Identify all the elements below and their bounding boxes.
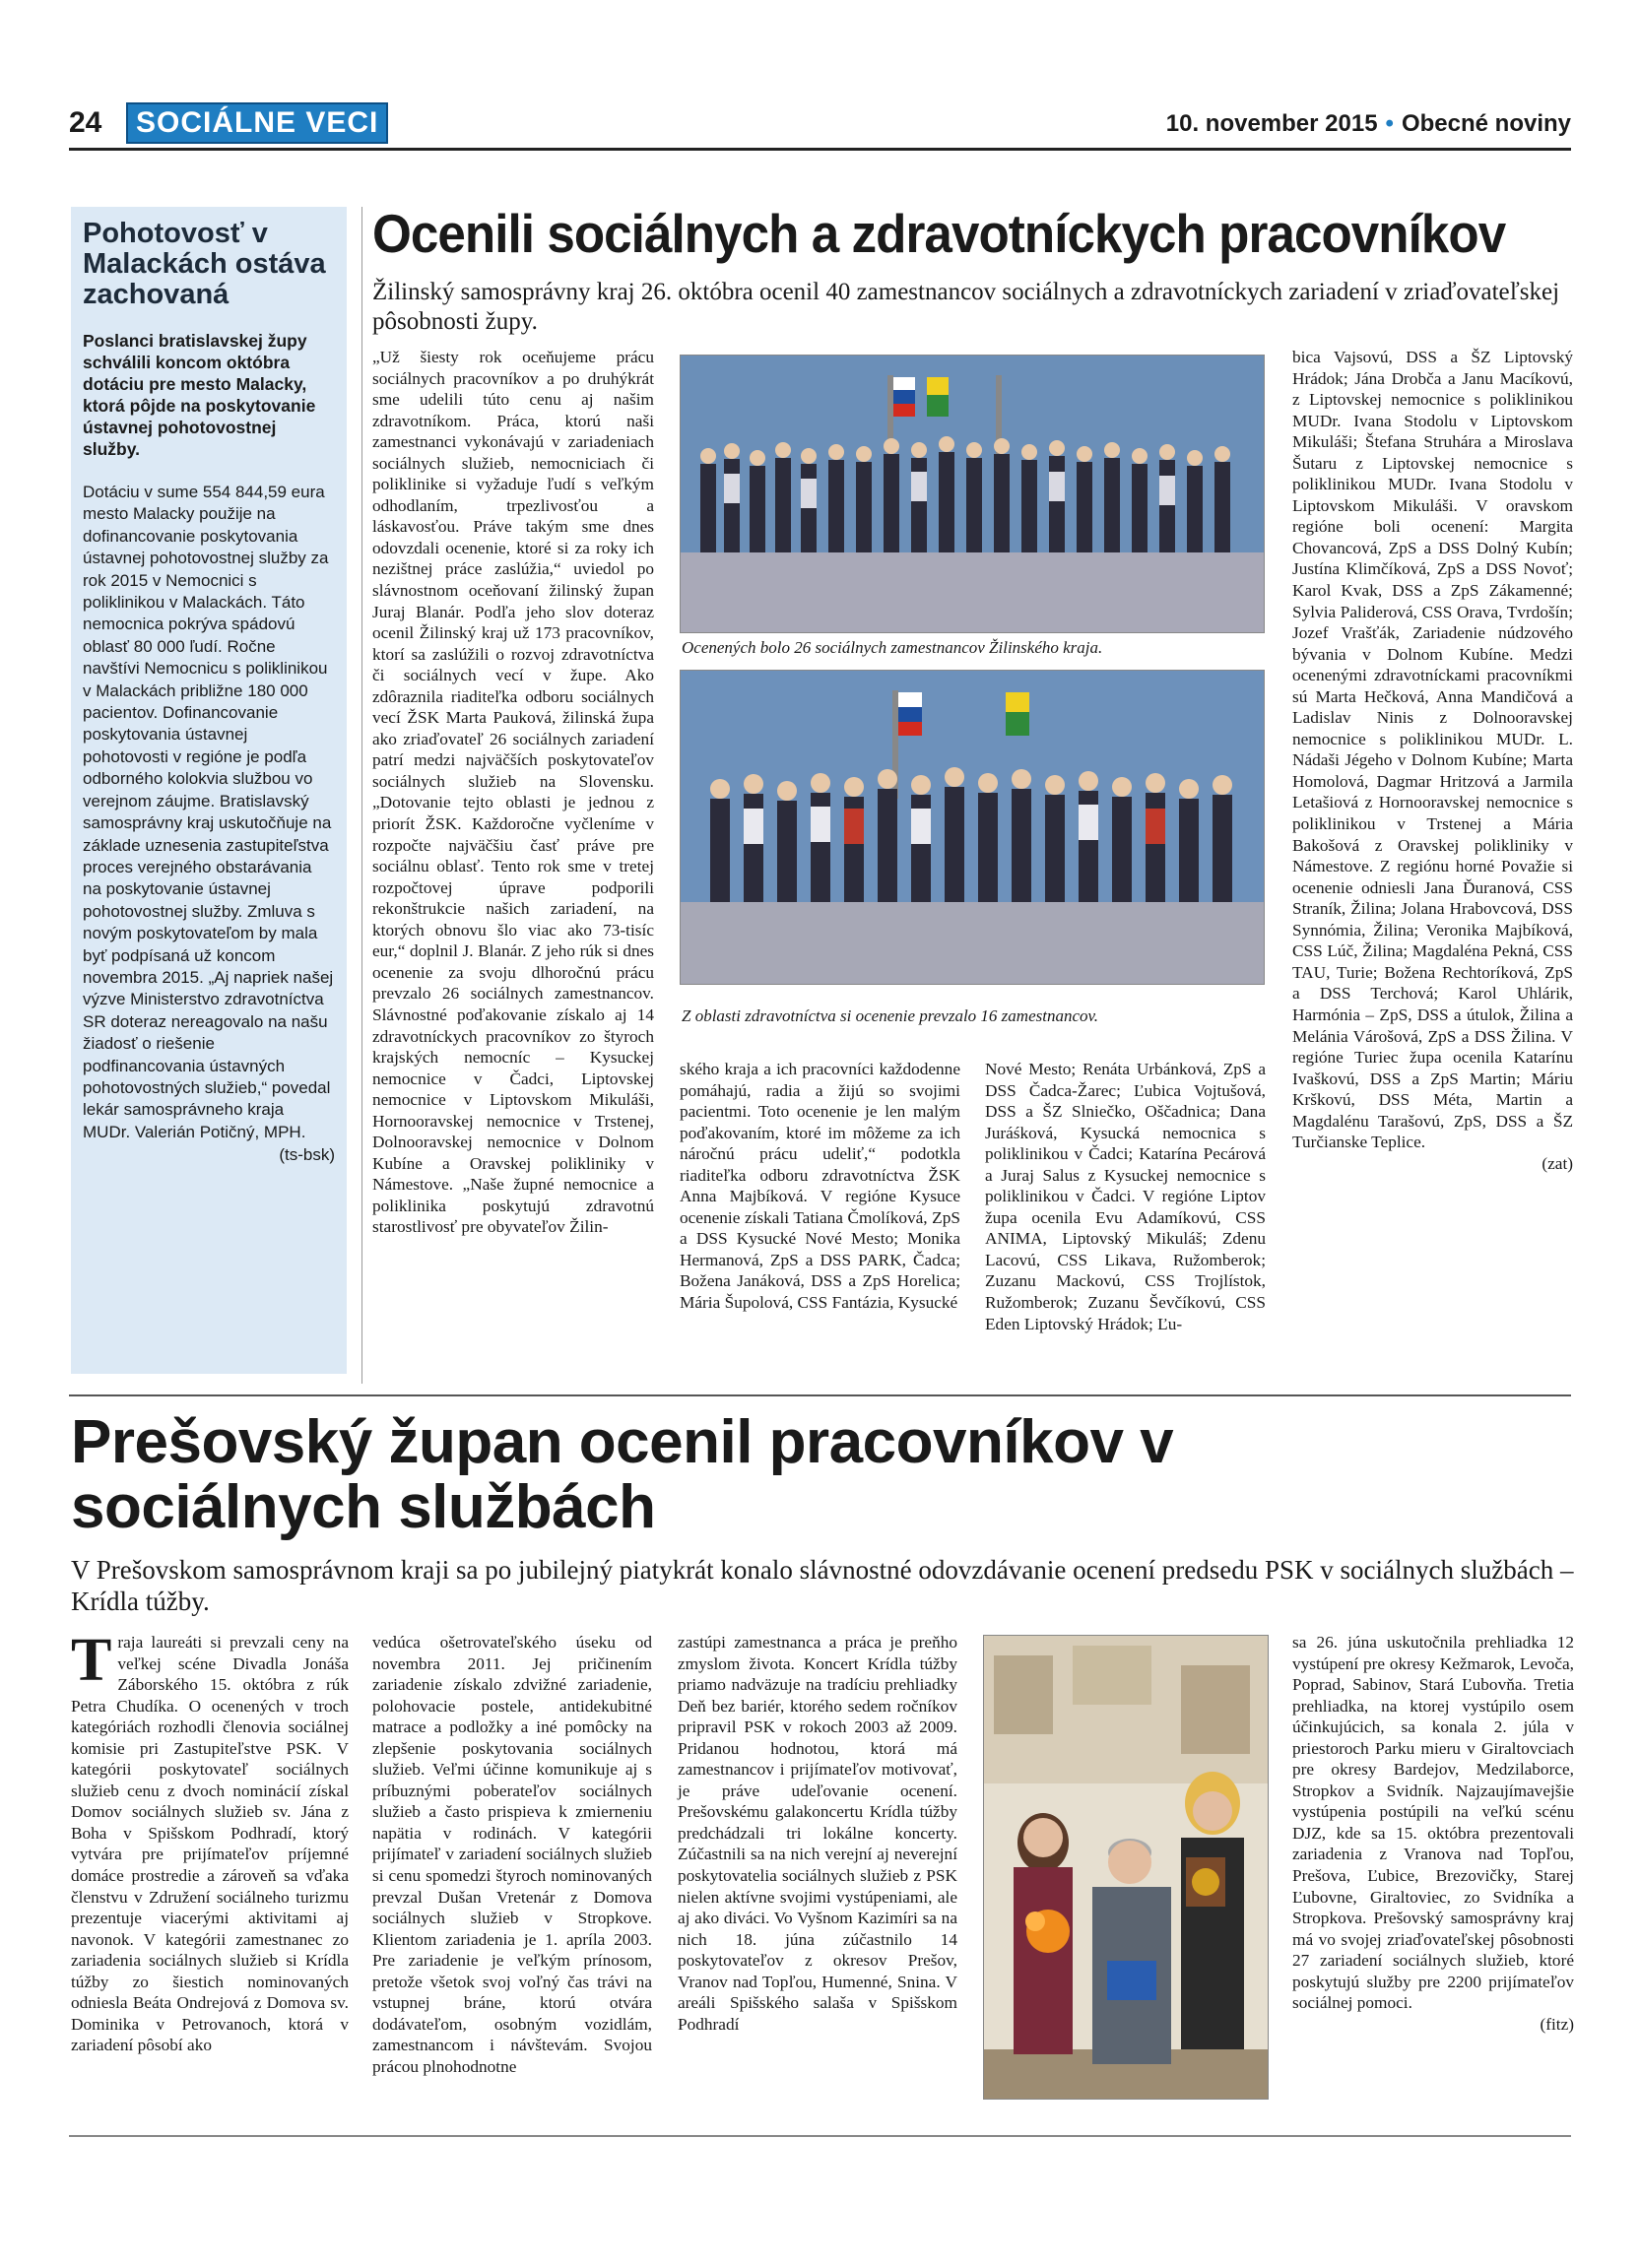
article2-column-4-text: sa 26. júna uskutočnila prehliadka 12 vystúpení pre okresy Kežmarok, Levoča, Poprad, Sabinov, Stará Ľubovňa. Tretia prehliadka, na ktorej vystúpilo osem účinkujúcich, sa konala 2. júla v priestoroch Parku mieru v Giraltovciach pre okresy Bardejov, Medzilaborce, Stropkov a Svidník. Najzaujímavejšie vystúpenia postúpili na veľkú scénu DJZ, kde sa 15. októbra prezentovali zariadenia z Vranova nad Topľou, Prešova, Ľubice, Brezovičky, Starej Ľubovne, Giraltoviec, zo Svidníka a Stropkova. Prešovský samosprávny kraj má vo svojej zriaďovateľskej pôsobnosti 27 zariadení sociálnych služieb, ktoré poskytujú služby pre 2200 prijímateľov sociálnej pomoci. (1292, 1633, 1574, 2013)
article2-column-2: vedúca ošetrovateľského úseku od novembra 2011. Jej pričinením zariadenie získalo zdvižné zariadenie, polohovacie postele, antidekubitné matrace a podložky a iné pomôcky na zlepšenie poskytovania sociálnych služieb. Veľmi účinne komunikuje aj s príbuznými poberateľov sociálnych služieb a často prispieva k zmierneniu napätia v rodinách. V kategórii prijímateľ v zariadení sociálnych služieb si cenu spomedzi štyroch nominovaných prevzal Dušan Vretenár z Domova sociálnych služieb v Stropkove. Klientom zariadenia je 1. apríla 2003. Pre zariadenie je veľkým prínosom, pretože všetok svoj voľný čas trávi na vstupnej bráne, ktorú otvára dodávateľom, osobným vozidlám, zamestnancom i návštevám. Svojou prácou plnohodnotne (372, 1633, 652, 2076)
group-photo-social-workers (680, 355, 1265, 633)
separator-dot: • (1385, 110, 1394, 137)
column-divider (361, 207, 362, 1384)
article1-signature: (zat) (1542, 1153, 1573, 1173)
award-ceremony-photo (983, 1635, 1269, 2100)
article1-column-2: ského kraja a ich pracovníci každodenne pomáhajú, radia a žijú so svojimi pacientmi. Toto ocenenie je len malým poďakovaním, ktoré im môžeme za ich náročnú prácu udeliť,“ podotkla riaditeľka odboru zdravotníctva ŽSK Anna Majbíková. V regióne Kysuce ocenenie získali Tatiana Čmolíková, ZpS a DSS Kysucké Nové Mesto; Monika Hermanová, ZpS a DSS PARK, Čadca; Božena Janáková, DSS a ZpS Horelica; Mária Šupolová, CSS Fantázia, Kysucké (680, 1060, 960, 1313)
article1-column-4 (1292, 347, 1573, 1174)
photo-illustration (681, 671, 1265, 985)
section-divider (69, 1394, 1571, 1396)
article1-column-3: Nové Mesto; Renáta Urbánková, ZpS a DSS Čadca-Žarec; Ľubica Vojtušová, DSS a ŠZ Slniečko, Oščadnica; Dana Juráśková, Kysucká nemocnica s poliklinikou v Čadci; Katarína Pecárová a Juraj Salus z Kysuckej nemocnice s poliklinikou v Čadci. V regióne Liptov župa ocenila Evu Adamíkovú, CSS ANIMA, Liptovský Mikuláš; Zdenu Lacovú, CSS Likava, Ružomberok; Zuzanu Mackovú, CSS Trojlístok, Ružomberok; Zuzanu Ševčíkovú, CSS Eden Liptovský Hrádok; Ľu- (985, 1060, 1266, 1333)
article2-column-4 (1292, 1632, 1574, 2035)
sidebar-lead: Poslanci bratislavskej župy schválili koncom októbra dotáciu pre mesto Malacky, ktorá pôjde na poskytovanie ústavnej pohotovostnej služby. (83, 331, 316, 459)
article2-title: Prešovský župan ocenil pracovníkov v sociálnych službách (71, 1408, 1174, 1541)
group-photo-health-workers (680, 670, 1265, 985)
article2-column-1-text: raja laureáti si prevzali ceny na veľkej scéne Divadla Jonáša Záborského 15. októbra z rúk Petra Chudíka. O ocenených v troch kategóriách rozhodli členovia sociálnej komisie pri Zastupiteľstve PSK. V kategórii poskytovateľ sociálnych služieb cenu z dvoch nominácií získal Domov sociálnych služieb sv. Jána z Boha v Spišskom Podhradí, ktorý vytvára pre prijímateľov príjemné domáce prostredie a zároveň sa vďaka členstvu v Združení sociálneho turizmu prezentuje viacerými aktivitami aj navonok. V kategórii zamestnanec zo zariadenia sociálnych služieb si Krídla túžby zo šiestich nominovaných odniesla Beáta Ondrejová z Domova sv. Dominika v Petrovanoch, ktorá v zariadení pôsobí ako (71, 1633, 349, 2055)
sidebar-box (71, 207, 347, 1374)
article1-lead: Žilinský samosprávny kraj 26. októbra ocenil 40 zamestnancov sociálnych a zdravotníckych zariadení v zriaďovateľskej pôsobnosti župy. (372, 279, 1560, 335)
article2-column-1 (71, 1627, 349, 2056)
photo-caption-1: Ocenených bolo 26 sociálnych zamestnancov Žilinského kraja. (682, 638, 1103, 657)
drop-cap: T (71, 1627, 112, 1694)
photo-illustration (984, 1636, 1269, 2100)
page-number: 24 (69, 106, 102, 139)
publication-name: Obecné noviny (1401, 110, 1571, 137)
article1-column-1: „Už šiesty rok oceňujeme prácu sociálnych pracovníkov a po druhýkrát sme udelili túto cenu aj našim zdravotníkom. Práca, ktorú naši zamestnanci vykonávajú v zariadeniach sociálnych služieb, nemocniciach či poliklinike si vyžaduje ľudí s veľkým odhodlaním, trpezlivosťou a láskavosťou. Práve takým sme dnes odovzdali ocenenie, ktoré si za roky ich nezištnej práce zaslúžia,“ uviedol po slávnostnom oceňovaní žilinský župan Juraj Blanár. Podľa jeho slov doteraz ocenil Žilinský kraj už 173 pracovníkov, ktorí sa zaslúžili o rozvoj zdravotníctva či sociálnych vecí v župe. Ako zdôraznila riaditeľka odboru sociálnych vecí ŽSK Marta Pauková, žilinská župa ako zriaďovateľ 26 sociálnych zariadení patrí medzi najväčších poskytovateľov sociálnych služieb na Slovensku. „Dotovanie tejto oblasti je jednou z priorít ŽSK. Každoročne vyčleníme v rozpočte najväčšiu časť práve pre sociálnu oblasť. Tento rok sme v tretej rozpočtovej úprave podporili rekonštrukcie našich zariadení, na ktorých obnovu šlo viac ako 73-tisíc eur,“ doplnil J. Blanár. Z jeho rúk si dnes ocenenie za svoju dlhoročnú prácu prevzalo 26 sociálnych zamestnancov. Slávnostné poďakovanie získalo aj 14 zdravotníckych pracovníkov zo štyroch krajských nemocníc – Kysuckej nemocnice v Čadci, Liptovskej nemocnice v Liptovskom Mikuláši, Hornooravskej nemocnice v Trstenej, Dolnooravskej nemocnice v Dolnom Kubíne a Oravskej polikliniky v Námestove. „Naše župné nemocnice a poliklinika poskytujú zdravotnú starostlivosť pre obyvateľov Žilin- (372, 348, 654, 1237)
footer-rule (69, 2135, 1571, 2137)
section-label: SOCIÁLNE VECI (126, 102, 388, 144)
sidebar-signature: (ts-bsk) (279, 1145, 335, 1165)
article2-signature: (fitz) (1540, 2014, 1574, 2034)
article2-lead: V Prešovskom samosprávnom kraji sa po jubilejný piatykrát konalo slávnostné odovzdávanie ocenení predsedu PSK v sociálnych službách – Krídla túžby. (71, 1555, 1574, 1616)
article1-title: Ocenili sociálnych a zdravotníckych pracovníkov (372, 203, 1506, 264)
sidebar-title: Pohotovosť v Malackách ostáva zachovaná (83, 218, 326, 310)
header-rule (69, 148, 1571, 151)
issue-date: 10. november 2015 (1165, 110, 1378, 137)
article1-column-4-text: bica Vajsovú, DSS a ŠZ Liptovský Hrádok; Jána Drobča a Janu Macíkovú, z Liptovskej nemocnice s poliklinikou MUDr. Ivana Stodolu v Liptovskom Mikuláši; Štefana Struhára a Miroslava Šutaru z Liptovskej nemocnice s poliklinikou MUDr. Ivana Stodolu v Liptovskom Mikuláši. V oravskom regióne boli ocenení: Margita Chovancová, ZpS a DSS Dolný Kubín; Justína Klimčíková, ZpS a DSS Novoť; Karol Kvak, DSS a ZpS Zákamenné; Sylvia Paliderová, CSS Orava, Tvrdošín; Jozef Vrašťák, Zariadenie núdzového bývania v Dolnom Kubíne. Medzi ocenenými zdravotníckami pracovníkmi sú Marta Hečková, Anna Mandičová a Ladislav Ninis z Dolnooravskej nemocnice s poliklinikou MUDr. L. Nádaši Jégeho v Dolnom Kubíne; Marta Homolová, Dagmar Hritzová a Jarmila Letašiová z Hornooravskej nemocnice s poliklinikou v Trstenej a Mária Bakošová z Oravskej polikliniky v Námestove. Z regiónu horné Považie si ocenenie odniesli Jana Ďuranová, CSS Straník, Žilina; Jolana Hrabovcová, DSS Synnómia, Žilina; Veronika Majbíková, CSS Lúč, Žilina; Magdaléna Pekná, CSS TAU, Turie; Božena Rechtoríková, ZpS a DSS Terchová; Karol Uhlárik, Harmónia – ZpS, DSS a útulok, Žilina a Melánia Várošová, ZpS a DSS Žilina. V regióne Turiec župa ocenila Katarínu Ivaškovú, DSS a ZpS Martin; Máriu Krškovú, DSS Méta, Martin a Magdalénu Tarašovú, ZpS, DSS a ŠZ Turčianske Teplice. (1292, 348, 1573, 1152)
photo-caption-2: Z oblasti zdravotníctva si ocenenie prevzalo 16 zamestnancov. (682, 1006, 1099, 1025)
issue-info (1166, 110, 1571, 138)
sidebar-body: Dotáciu v sume 554 844,59 eura mesto Malacky použije na dofinancovanie poskytovania ústavnej pohotovostnej služby za rok 2015 v Nemocnici s poliklinikou v Malackách. Táto nemocnica pokrýva spádovú oblasť 80 000 ľudí. Ročne navštívi Nemocnicu s poliklinikou v Malackách približne 180 000 pacientov. Dofinancovanie poskytovania ústavnej pohotovosti v regióne je podľa odborného kolokvia službou vo verejnom záujme. Bratislavský samosprávny kraj uskutočňuje na základe uznesenia zastupiteľstva proces verejného obstarávania na poskytovanie ústavnej pohotovostnej služby. Zmluva s novým poskytovateľom by mala byť podpísaná už koncom novembra 2015. „Aj napriek našej výzve Ministerstvo zdravotníctva SR doteraz nereagovalo na našu žiadosť o riešenie podfinancovania ústavných pohotovostných služieb,“ povedal lekár samosprávneho kraja MUDr. Valerián Potičný, MPH. (83, 483, 334, 1141)
article2-column-3: zastúpi zamestnanca a práca je preňho zmyslom života. Koncert Krídla túžby priamo nadväzuje na tradíciu prehliadky Deň bez bariér, ktorého sedem ročníkov pripravil PSK v rokoch 2003 až 2009. Pridanou hodnotou, ktorá má zamestnancov i prijímateľov motivovať, je práve udeľovanie ocenení. Prešovskému galakoncertu Krídla túžby predchádzali tri lokálne koncerty. Zúčastnili sa na nich verejní aj neverejní poskytovatelia sociálnych služieb z PSK nielen aktívne svojimi vystúpeniami, ale aj ako diváci. Vo Vyšnom Kazimíri sa na nich 18. júna zúčastnilo 14 poskytovateľov z okresov Prešov, Vranov nad Topľou, Humenné, Snina. V areáli Spišského salaša v Spišskom Podhradí (678, 1633, 957, 2034)
photo-illustration (681, 356, 1265, 633)
